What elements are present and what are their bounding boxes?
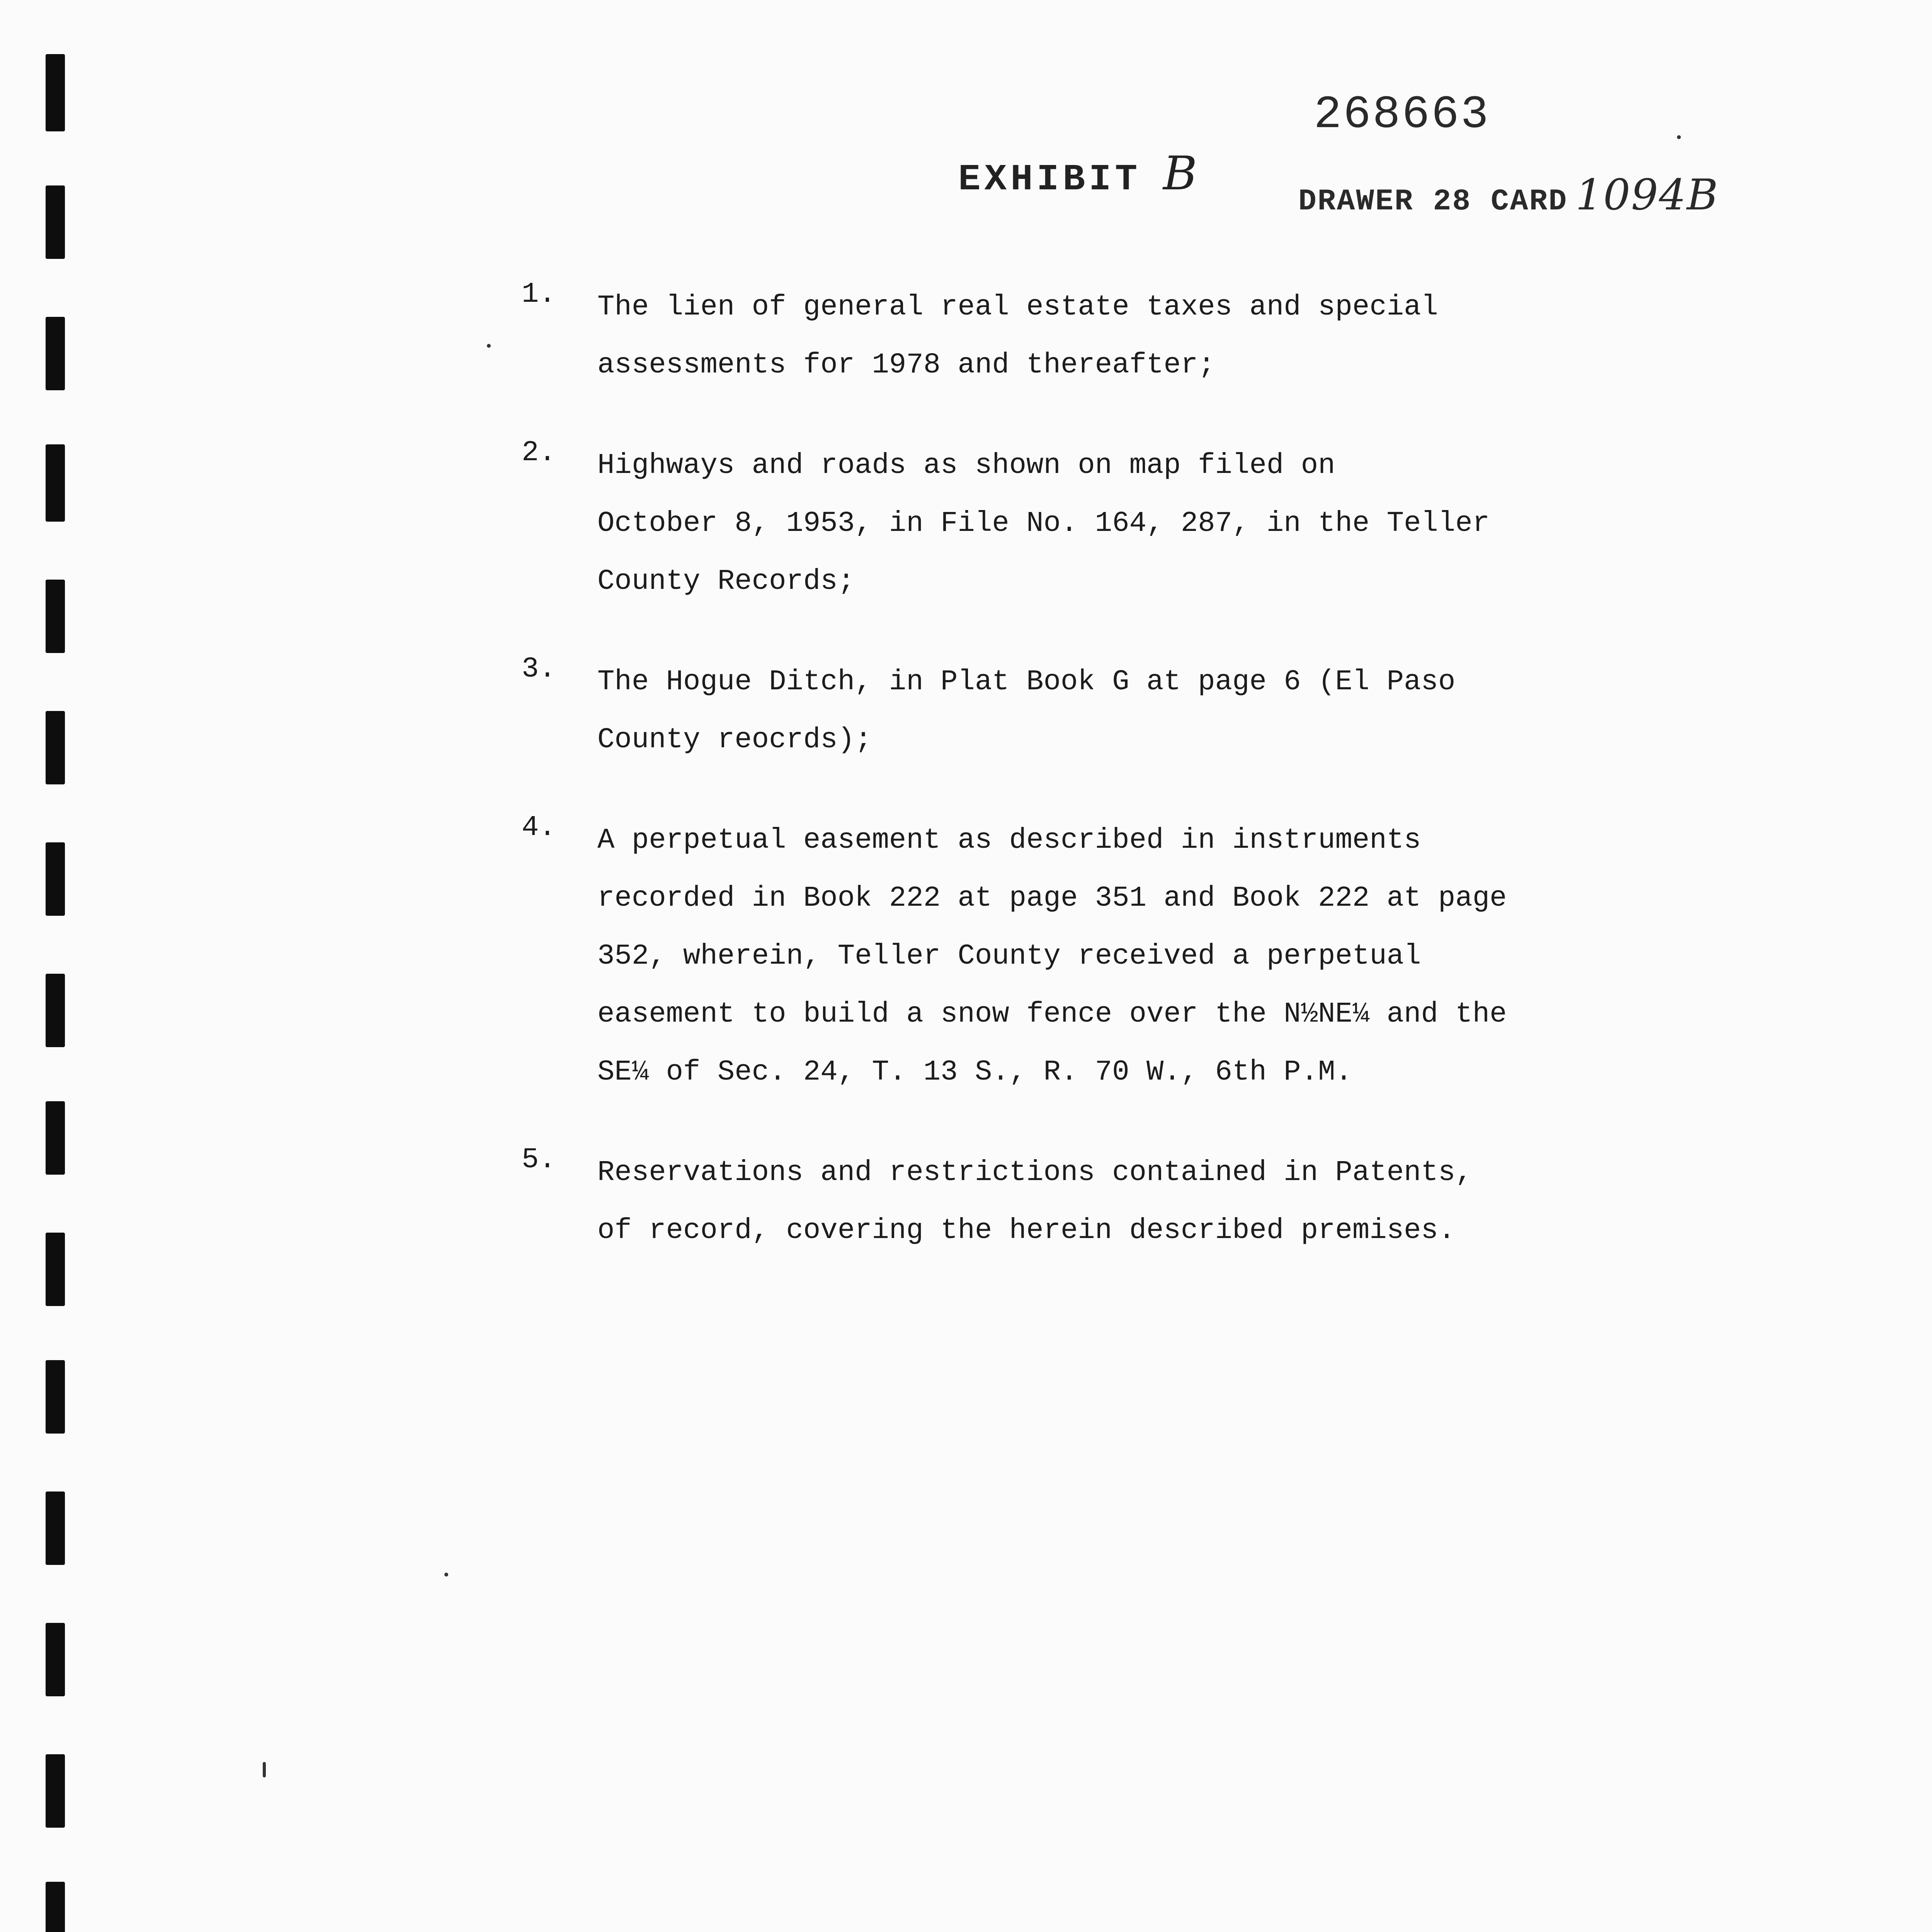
binder-mark	[46, 1233, 65, 1306]
binder-mark	[46, 1754, 65, 1828]
item-text: Highways and roads as shown on map filed on October 8, 1953, in File No. 164, 287, in the Teller County Records;	[597, 449, 1490, 598]
scan-speck	[444, 1573, 448, 1577]
exhibit-label: EXHIBIT	[958, 158, 1141, 201]
exceptions-list	[522, 278, 1681, 1302]
binder-mark	[46, 1492, 65, 1565]
scan-speck	[1677, 135, 1681, 139]
binder-mark	[46, 580, 65, 653]
binder-mark	[46, 974, 65, 1047]
list-item	[522, 437, 1681, 611]
binder-mark	[46, 1882, 65, 1932]
scan-speck	[263, 1762, 266, 1777]
drawer-card-label: DRAWER 28 CARD	[1298, 185, 1568, 219]
list-item	[522, 278, 1681, 394]
binder-mark	[46, 842, 65, 916]
handwritten-card-number: 1094B	[1575, 170, 1719, 219]
list-item	[522, 653, 1681, 769]
drawer-card-reference	[1298, 170, 1719, 219]
binder-mark	[46, 185, 65, 259]
item-number: 5.	[522, 1144, 556, 1176]
document-number: 268663	[1314, 89, 1490, 141]
binder-mark	[46, 54, 65, 131]
binder-mark	[46, 1360, 65, 1434]
scan-speck	[487, 344, 491, 348]
binder-mark	[46, 317, 65, 390]
item-text: A perpetual easement as described in instruments recorded in Book 222 at page 351 and Book 222 at page 352, wherein, Teller County received a perpetual easement to build a snow fence over the N½NE¼ and the SE¼ of Sec. 24, T. 13 S., R. 70 W., 6th P.M.	[597, 824, 1507, 1088]
item-text: The Hogue Ditch, in Plat Book G at page 6 (El Paso County reocrds);	[597, 666, 1456, 756]
item-text: Reservations and restrictions contained in Patents, of record, covering the herein described premises.	[597, 1156, 1473, 1247]
item-number: 4.	[522, 811, 556, 844]
list-item	[522, 811, 1681, 1101]
item-number: 2.	[522, 437, 556, 469]
exhibit-letter: B	[1163, 147, 1197, 201]
item-text: The lien of general real estate taxes and special assessments for 1978 and thereafter;	[597, 291, 1438, 381]
binder-mark	[46, 444, 65, 522]
item-number: 3.	[522, 653, 556, 685]
item-number: 1.	[522, 278, 556, 311]
binder-mark	[46, 1101, 65, 1175]
list-item	[522, 1144, 1681, 1260]
binder-mark	[46, 711, 65, 784]
binder-mark	[46, 1623, 65, 1696]
